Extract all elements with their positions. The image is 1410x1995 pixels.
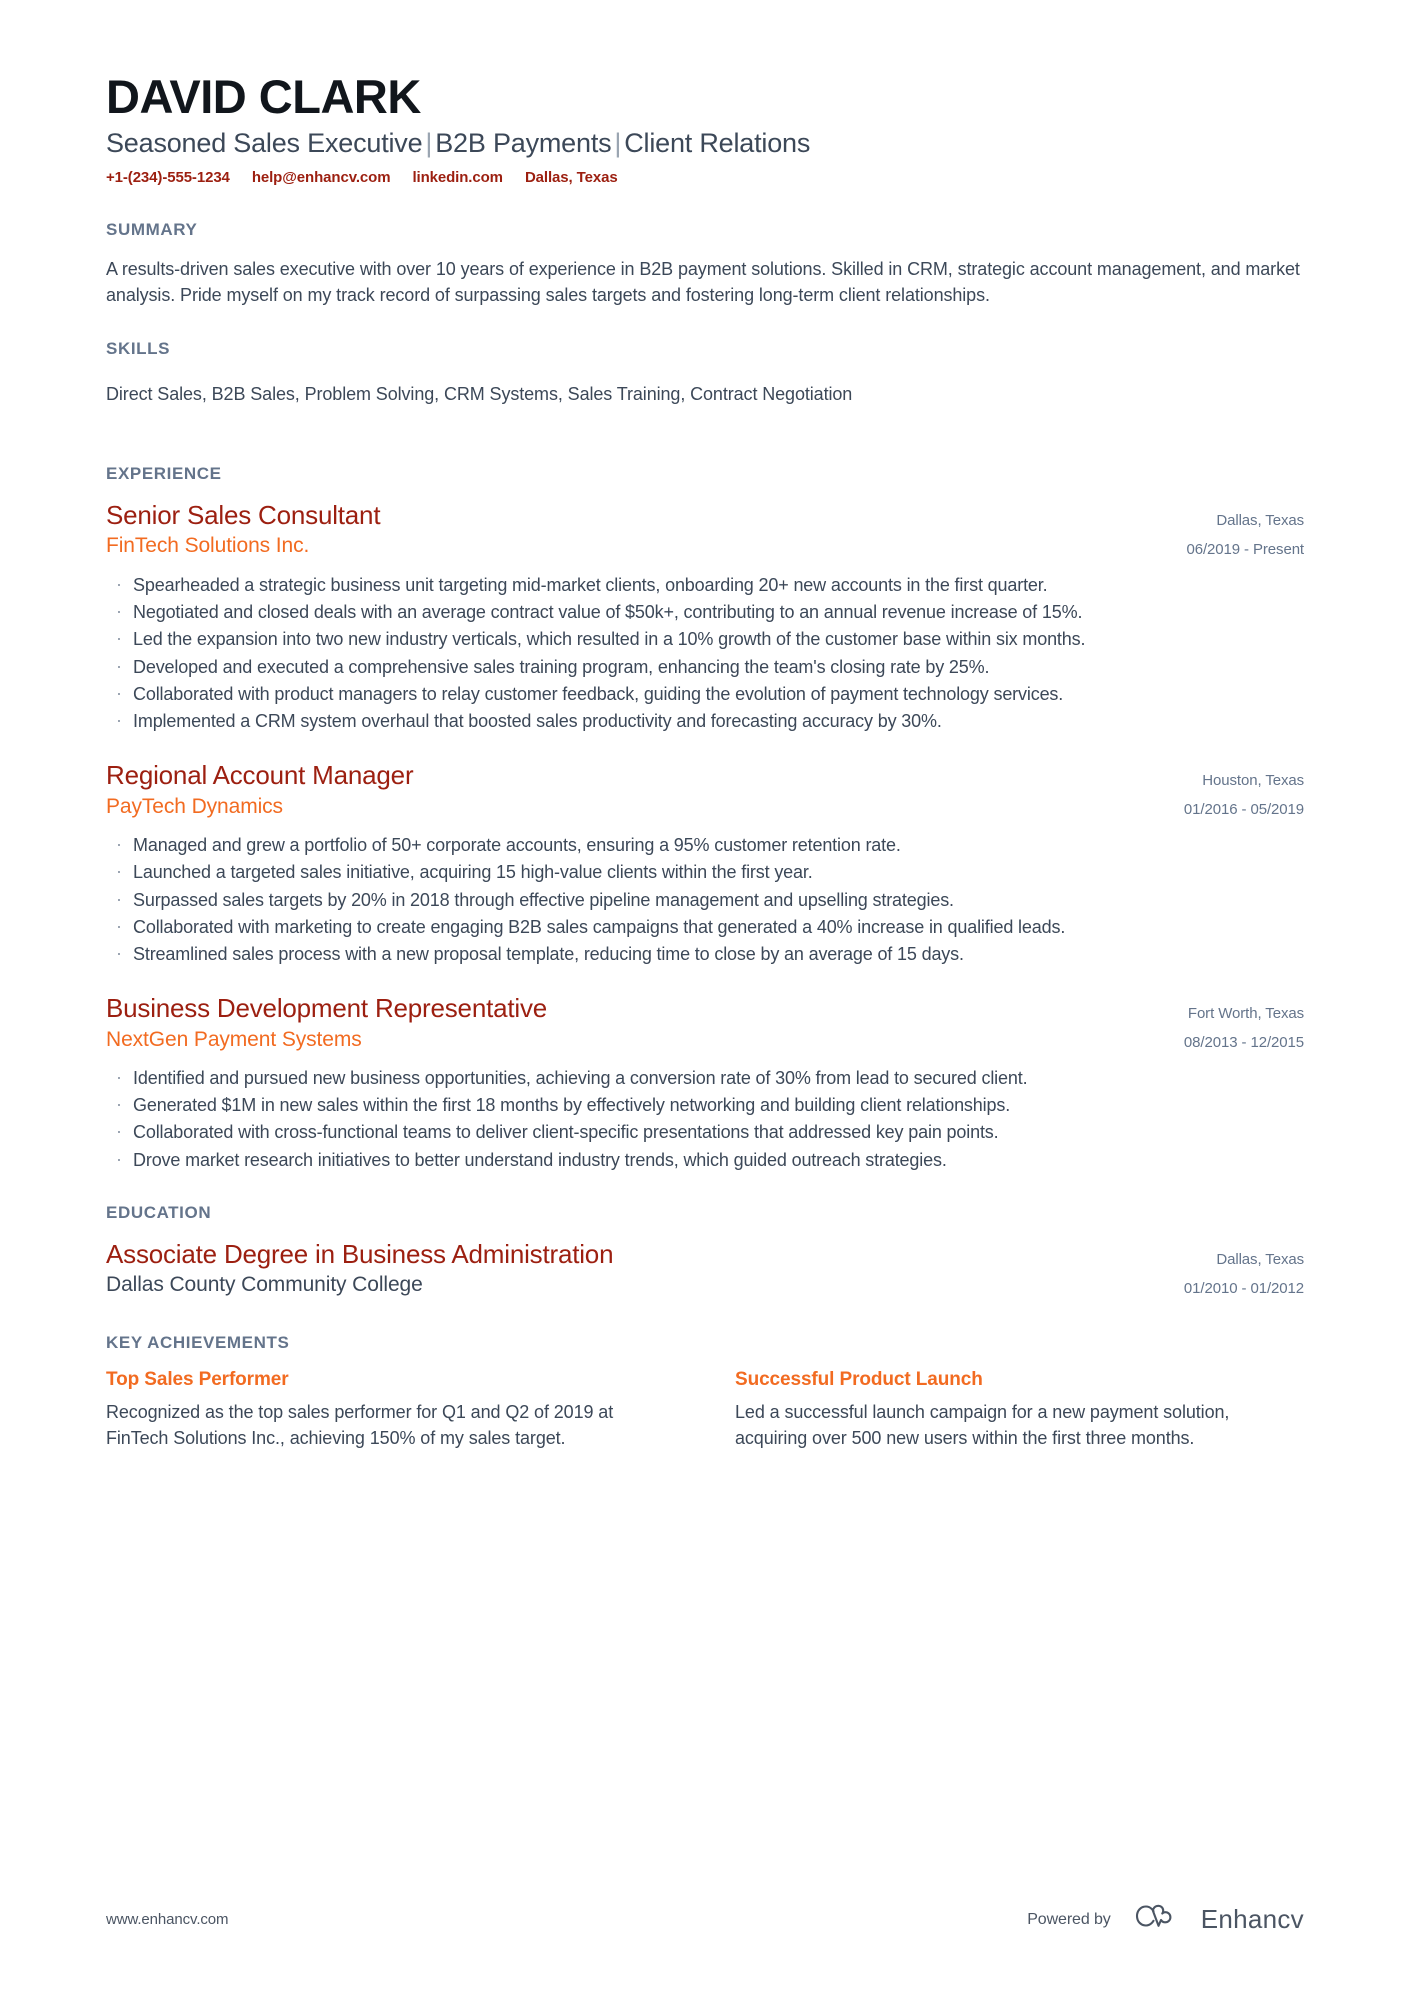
education-location: Dallas, Texas xyxy=(1216,1250,1304,1268)
company-name: PayTech Dynamics xyxy=(106,794,283,818)
candidate-name: DAVID CLARK xyxy=(106,70,421,123)
experience-entry-left xyxy=(106,993,1184,1053)
experience-entry xyxy=(106,760,1304,967)
job-bullet: · Surpassed sales targets by 20% in 2018 through effective pipeline management and upselling strategies. xyxy=(106,887,1304,913)
job-dates: 06/2019 - Present xyxy=(1186,541,1304,558)
job-bullet: · Managed and grew a portfolio of 50+ corporate accounts, ensuring a 95% customer retention rate. xyxy=(106,832,1304,858)
achievement-description: Led a successful launch campaign for a new payment solution, acquiring over 500 new users within the first three months. xyxy=(735,1402,1230,1449)
experience-entry-header xyxy=(106,760,1304,825)
section-skills xyxy=(106,339,1304,408)
headline-part-2: B2B Payments xyxy=(435,127,612,158)
skills-heading: SKILLS xyxy=(106,338,171,358)
education-dates: 01/2010 - 01/2012 xyxy=(1183,1279,1304,1297)
headline-separator-2: | xyxy=(614,127,622,158)
achievement-card xyxy=(735,1369,1304,1451)
experience-entry-meta xyxy=(1184,993,1304,1058)
headline-separator-1: | xyxy=(425,127,433,158)
job-bullet: · Led the expansion into two new industry verticals, which resulted in a 10% growth of the customer base within six months. xyxy=(106,626,1304,652)
section-key-achievements xyxy=(106,1333,1304,1451)
education-heading: EDUCATION xyxy=(106,1202,212,1222)
job-bullet: · Spearheaded a strategic business unit targeting mid-market clients, onboarding 20+ new accounts in the first quarter. xyxy=(106,572,1304,598)
section-education xyxy=(106,1203,1304,1304)
candidate-headline xyxy=(106,127,1304,161)
job-title: Regional Account Manager xyxy=(106,759,414,790)
job-bullet: · Collaborated with marketing to create engaging B2B sales campaigns that generated a 40% increase in qualified leads. xyxy=(106,914,1304,940)
powered-by-label: Powered by xyxy=(1027,1910,1111,1928)
job-bullet: · Negotiated and closed deals with an average contract value of $50k+, contributing to an annual revenue increase of 15%. xyxy=(106,599,1304,625)
job-dates: 08/2013 - 12/2015 xyxy=(1183,1034,1304,1052)
achievement-description: Recognized as the top sales performer for Q1 and Q2 of 2019 at FinTech Solutions Inc., achieving 150% of my sales target. xyxy=(106,1402,614,1449)
job-location: Dallas, Texas xyxy=(1216,511,1304,529)
degree-title: Associate Degree in Business Administration xyxy=(106,1238,614,1269)
experience-entry-meta xyxy=(1186,500,1304,565)
section-summary xyxy=(106,220,1304,309)
contact-phone[interactable]: +1-(234)-555-1234 xyxy=(106,168,230,186)
enhancv-logo-icon xyxy=(1129,1902,1183,1937)
education-entry-left xyxy=(106,1239,1184,1299)
experience-heading: EXPERIENCE xyxy=(106,463,222,483)
footer-brand xyxy=(1027,1902,1304,1937)
contact-location: Dallas, Texas xyxy=(524,168,618,186)
job-bullet: · Identified and pursued new business opportunities, achieving a conversion rate of 30% from lead to secured client. xyxy=(106,1065,1304,1091)
job-bullet: · Collaborated with product managers to relay customer feedback, guiding the evolution of payment technology services. xyxy=(106,681,1304,707)
experience-entry-header xyxy=(106,993,1304,1058)
skills-list: Direct Sales, B2B Sales, Problem Solving, CRM Systems, Sales Training, Contract Negotiation xyxy=(106,383,853,404)
achievements-grid xyxy=(106,1369,1304,1451)
job-bullets xyxy=(106,572,1304,734)
section-experience xyxy=(106,464,1304,1173)
education-entry-meta xyxy=(1184,1239,1304,1304)
job-bullet: · Drove market research initiatives to better understand industry trends, which guided outreach strategies. xyxy=(106,1147,1304,1173)
contact-linkedin[interactable]: linkedin.com xyxy=(412,168,503,186)
company-name: FinTech Solutions Inc. xyxy=(106,534,310,558)
achievements-heading: KEY ACHIEVEMENTS xyxy=(106,1333,290,1353)
achievement-title: Top Sales Performer xyxy=(106,1369,289,1391)
experience-entry-header xyxy=(106,500,1304,565)
experience-entry-left xyxy=(106,500,1186,560)
job-bullet: · Launched a targeted sales initiative, acquiring 15 high-value clients within the first year. xyxy=(106,859,1304,885)
job-dates: 01/2016 - 05/2019 xyxy=(1183,801,1304,819)
job-bullet: · Generated $1M in new sales within the first 18 months by effectively networking and building client relationships. xyxy=(106,1092,1304,1118)
brand-name: Enhancv xyxy=(1200,1904,1304,1934)
headline-part-3: Client Relations xyxy=(624,127,811,158)
summary-heading: SUMMARY xyxy=(106,219,198,239)
resume-header xyxy=(106,72,1304,186)
contact-row xyxy=(106,169,1304,186)
education-entry xyxy=(106,1239,1304,1304)
job-bullets xyxy=(106,832,1304,966)
contact-email[interactable]: help@enhancv.com xyxy=(251,168,391,186)
job-title: Senior Sales Consultant xyxy=(106,499,381,530)
headline-part-1: Seasoned Sales Executive xyxy=(106,127,423,158)
job-location: Fort Worth, Texas xyxy=(1187,1004,1304,1022)
experience-entry-left xyxy=(106,760,1184,820)
education-entry-header xyxy=(106,1239,1304,1304)
summary-text: A results-driven sales executive with over 10 years of experience in B2B payment solutions. Skilled in CRM, strategic account management, and market analysis. Pride myself on my track record of surpassing sales targets and fostering long-term client relationships. xyxy=(106,258,1300,306)
footer-website-url[interactable]: www.enhancv.com xyxy=(106,1911,229,1928)
experience-entry-meta xyxy=(1184,760,1304,825)
job-bullets xyxy=(106,1065,1304,1172)
job-bullet: · Implemented a CRM system overhaul that boosted sales productivity and forecasting accuracy by 30%. xyxy=(106,708,1304,734)
job-bullet: · Streamlined sales process with a new proposal template, reducing time to close by an average of 15 days. xyxy=(106,941,1304,967)
page-footer xyxy=(106,1902,1304,1937)
achievement-title: Successful Product Launch xyxy=(735,1369,983,1391)
achievement-card xyxy=(106,1369,675,1451)
job-location: Houston, Texas xyxy=(1202,771,1304,789)
job-bullet: · Collaborated with cross-functional teams to deliver client-specific presentations that addressed key pain points. xyxy=(106,1119,1304,1145)
page-top-rule xyxy=(0,0,1410,5)
company-name: NextGen Payment Systems xyxy=(106,1027,362,1051)
job-bullet: · Developed and executed a comprehensive sales training program, enhancing the team's closing rate by 25%. xyxy=(106,654,1304,680)
job-title: Business Development Representative xyxy=(106,992,548,1023)
experience-entry xyxy=(106,500,1304,734)
experience-entry xyxy=(106,993,1304,1173)
school-name: Dallas County Community College xyxy=(106,1273,423,1297)
